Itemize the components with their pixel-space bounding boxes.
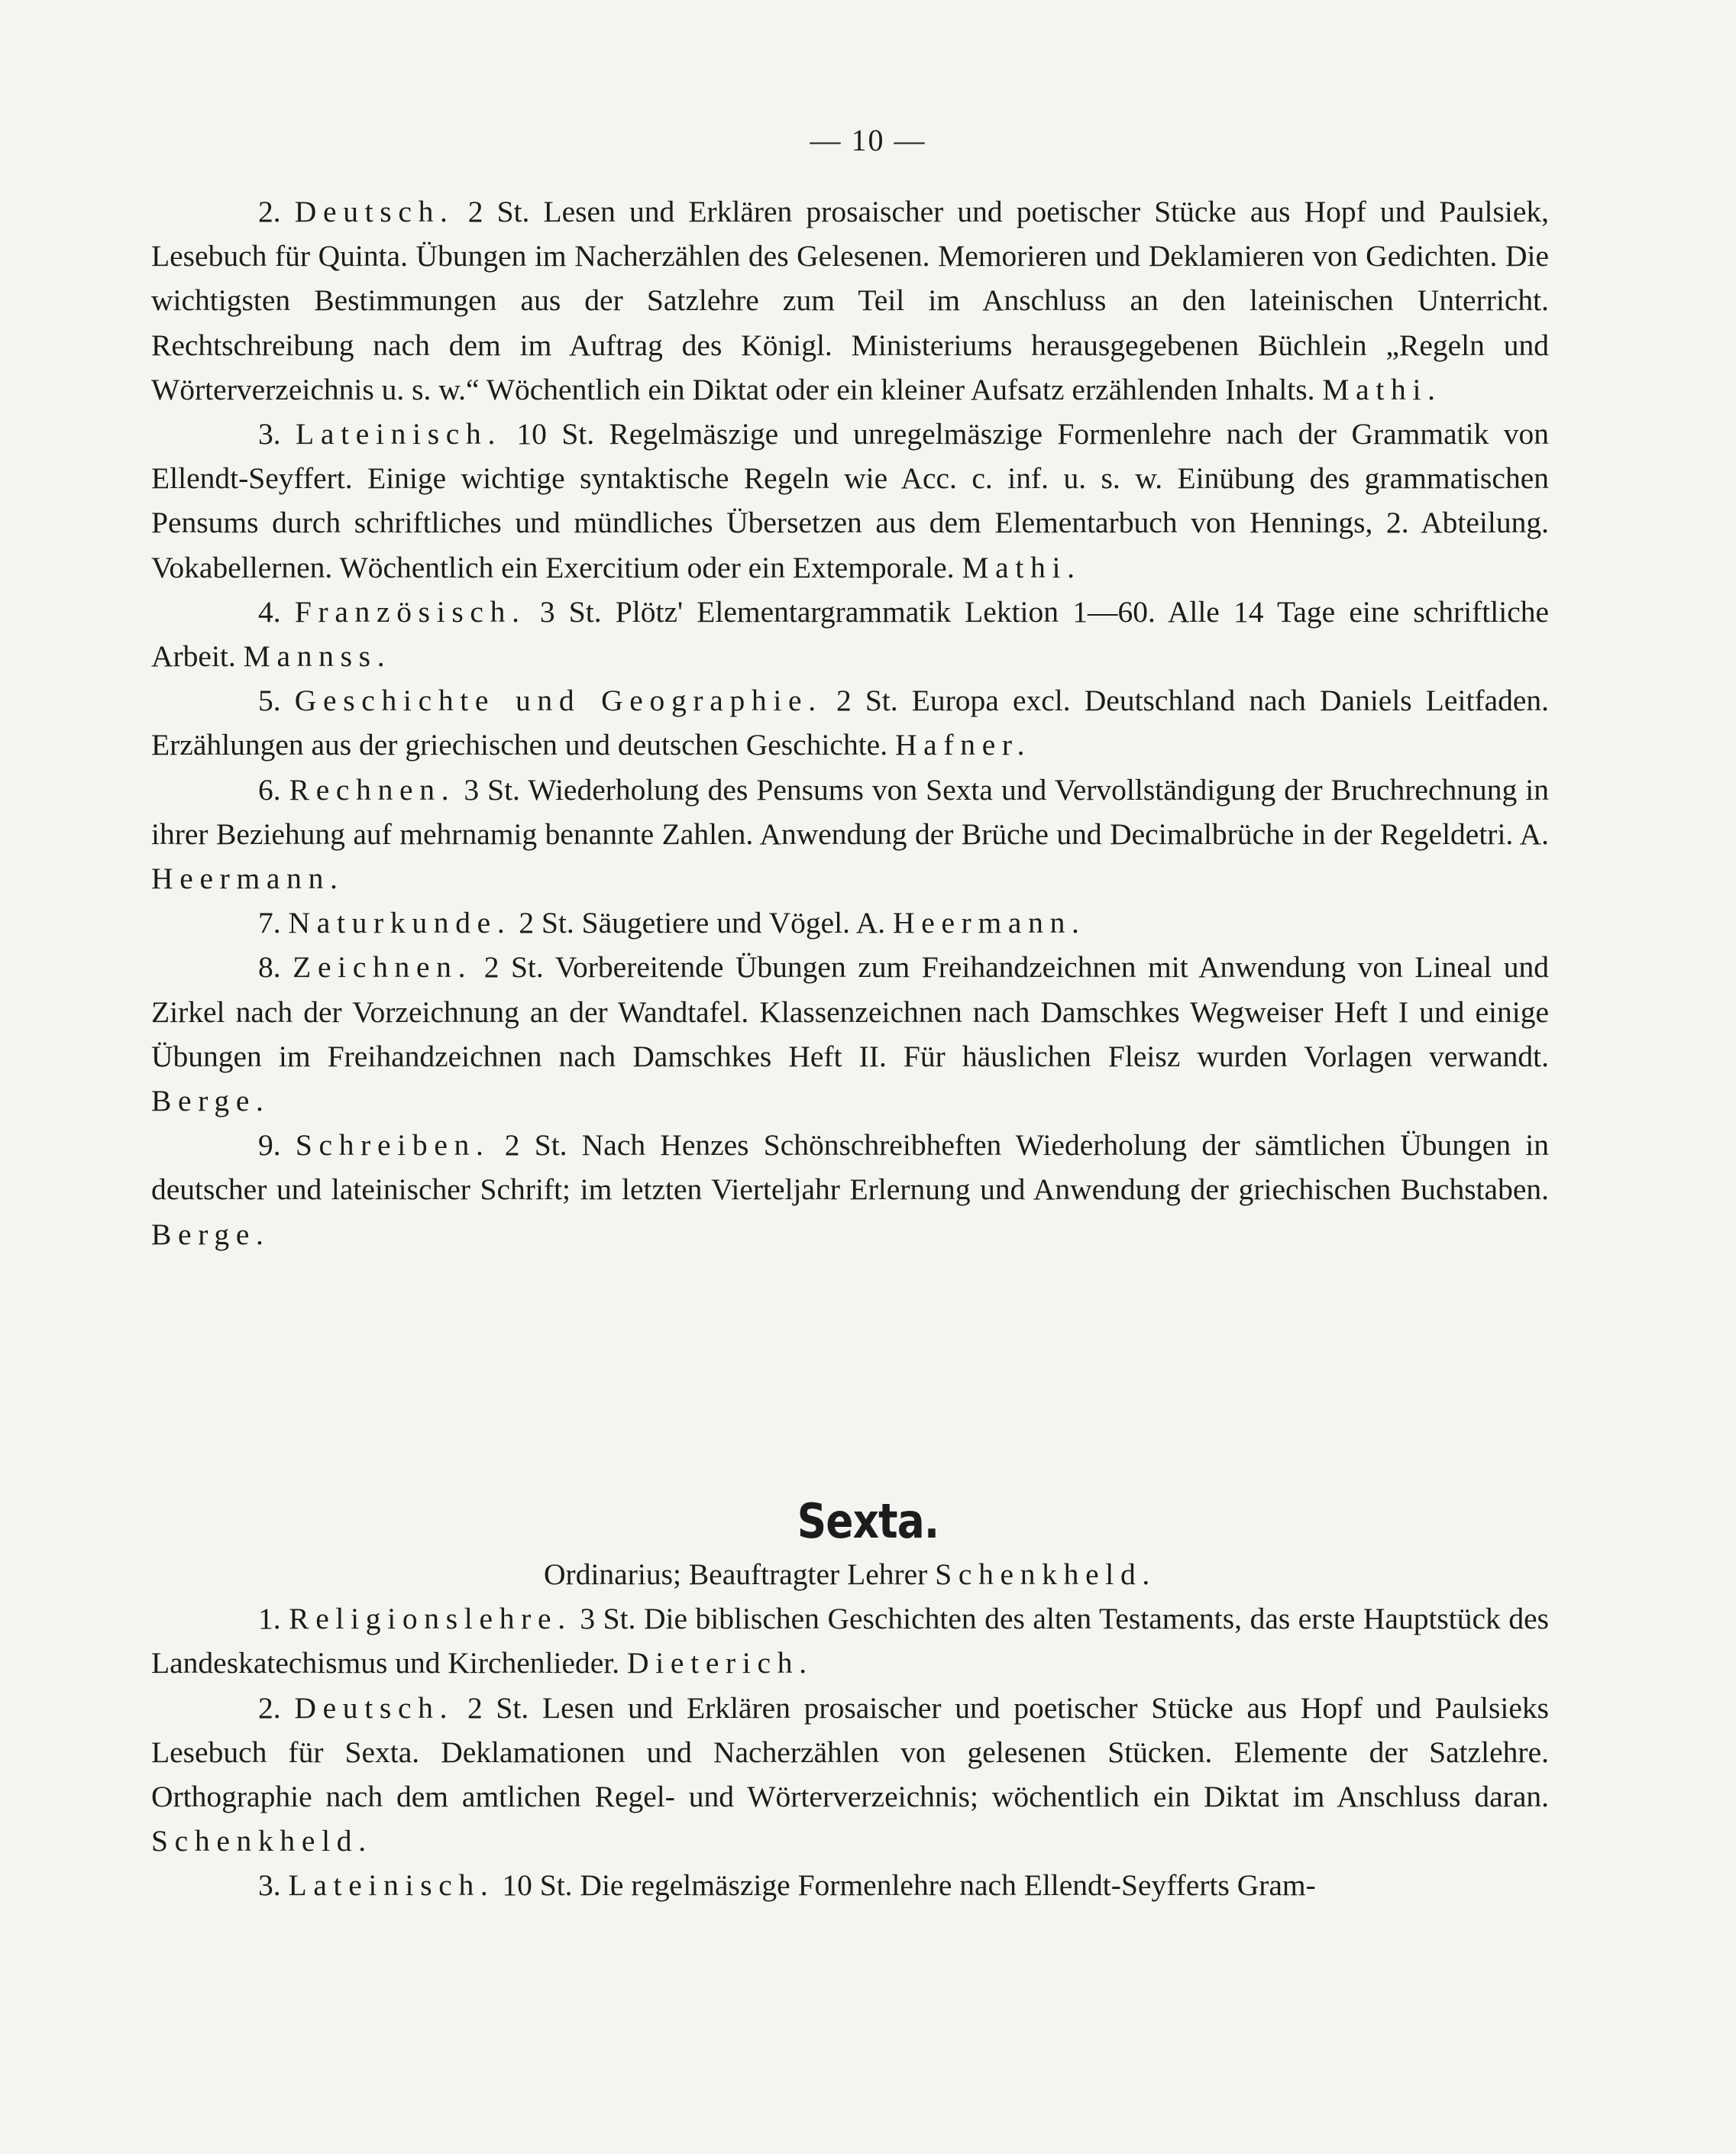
subject-body: 3 St. Plötz' Elementargrammatik Lektion 1—60. Alle 14 Tage eine schriftliche Arbeit. [151,594,1550,674]
subject-paragraph [151,901,1549,945]
subject-title: Rechnen. [289,772,456,807]
item-number: 2. [258,195,281,228]
subject-title: Geschichte und Geographie. [294,684,823,718]
teacher-name: Dieterich. [627,1646,813,1680]
subject-paragraph [151,945,1549,1123]
item-number: 1. [258,1602,281,1636]
section-heading: Sexta. [797,1493,939,1549]
subject-title: Religionslehre. [289,1602,572,1636]
subject-title: Französisch. [294,594,526,629]
subject-title: Zeichnen. [293,950,473,985]
quinta-curriculum [151,189,1549,1256]
subject-title: Deutsch. [294,1690,454,1725]
subject-paragraph [151,1686,1549,1864]
item-number: 9. [258,1128,281,1163]
teacher-name: Schenkheld. [151,1824,373,1858]
subject-body: 2 St. Nach Henzes Schönschreibheften Wiederholung der sämtlichen Übungen in deutscher und lateinischer Schrift; im letzten Vierteljahr Erlernung und Anwendung der griechischen Buchstaben. [151,1128,1550,1207]
item-number: 4. [258,594,281,629]
item-number: 2. [258,1690,281,1725]
teacher-name: Mathi. [962,550,1081,584]
subject-paragraph [151,590,1549,678]
sexta-curriculum [151,1552,1549,1908]
ordinarius-label: Ordinarius; Beauftragter Lehrer [544,1557,928,1591]
subject-body: 2 St. Europa excl. Deutschland nach Daniels Leitfaden. Erzählungen aus der griechischen und deutschen Geschichte. [151,684,1550,762]
teacher-name: Hafner. [894,728,1032,762]
subject-title: Schreiben. [295,1128,490,1163]
subject-paragraph [151,1123,1549,1256]
subject-paragraph [151,189,1549,412]
teacher-name: Mathi. [1322,372,1442,406]
teacher-name: Heermann. [893,906,1086,940]
subject-title: Deutsch. [294,195,454,228]
subject-paragraph [151,1596,1549,1685]
ordinarius-line [151,1552,1549,1596]
subject-title: Naturkunde. [288,906,512,940]
item-number: 3. [258,417,281,451]
subject-title: Lateinisch. [296,417,503,451]
subject-body: 10 St. Die regelmäszige Formenlehre nach Ellendt-Seyfferts Gram- [502,1868,1316,1903]
subject-body: 2 St. Lesen und Erklären prosaischer und poetischer Stücke aus Hopf und Paulsiek, Lesebuch für Quinta. Übungen im Nacherzählen des Gelesenen. Memorieren und Deklamieren von Gedichten. Die wichtigsten Bestimmungen aus der Satzlehre zum Teil im Anschluss an den lateinischen Unterricht. Rechtschreibung nach dem im Auftrag des Königl. Ministeriums herausgegebenen Büchlein „Regeln und Wörterverzeichnis u. s. w.“ Wöchentlich ein Diktat oder ein kleiner Aufsatz erzählenden Inhalts. [151,195,1550,406]
item-number: 6. [258,772,281,807]
item-number: 8. [258,950,281,985]
page-number: — 10 — [810,123,926,157]
teacher-name: Heermann. [151,862,344,896]
subject-body: 2 St. Lesen und Erklären prosaischer und poetischer Stücke aus Hopf und Paulsieks Lesebuch für Sexta. Deklamationen und Nacherzählen von gelesenen Stücken. Elemente der Satzlehre. Orthographie nach dem amtlichen Regel- und Wörterverzeichnis; wöchentlich ein Diktat im Anschluss daran. [151,1690,1550,1814]
teacher-name: Berge. [151,1084,270,1118]
subject-body: 3 St. Wiederholung des Pensums von Sexta und Vervollständigung der Bruchrechnung in ihrer Beziehung auf mehrnamig benannte Zahlen. Anwendung der Brüche und Decimalbrüche in der Regeldetri. A. [151,772,1549,851]
item-number: 7. [258,906,281,940]
subject-paragraph [151,412,1549,590]
item-number: 3. [258,1868,281,1903]
subject-body: 2 St. Säugetiere und Vögel. A. [519,906,886,940]
subject-body: 2 St. Vorbereitende Übungen zum Freihandzeichnen mit Anwendung von Lineal und Zirkel nach der Vorzeichnung an der Wandtafel. Klassenzeichnen nach Damschkes Wegweiser Heft I und einige Übungen im Freihandzeichnen nach Damschkes Heft II. Für häuslichen Fleisz wurden Vorlagen verwandt. [151,950,1550,1073]
teacher-name: Berge. [151,1217,270,1251]
subject-paragraph [151,768,1549,901]
subject-body: 3 St. Die biblischen Geschichten des alten Testaments, das erste Hauptstück des Landeskatechismus und Kirchenlieder. [151,1602,1549,1680]
subject-title: Lateinisch. [288,1868,495,1903]
subject-body: 10 St. Regelmäszige und unregelmäszige Formenlehre nach der Grammatik von Ellendt-Seyffert. Einige wichtige syntaktische Regeln wie Acc. c. inf. u. s. w. Einübung des grammatischen Pensums durch schriftliches und mündliches Übersetzen aus dem Elementarbuch von Hennings, 2. Abteilung. Vokabellernen. Wöchentlich ein Exercitium oder ein Extemporale. [151,417,1549,584]
item-number: 5. [258,684,281,718]
ordinarius-name: Schenkheld. [935,1557,1156,1591]
subject-paragraph [151,1863,1549,1907]
teacher-name: Mannss. [243,639,392,674]
subject-paragraph [151,678,1549,767]
